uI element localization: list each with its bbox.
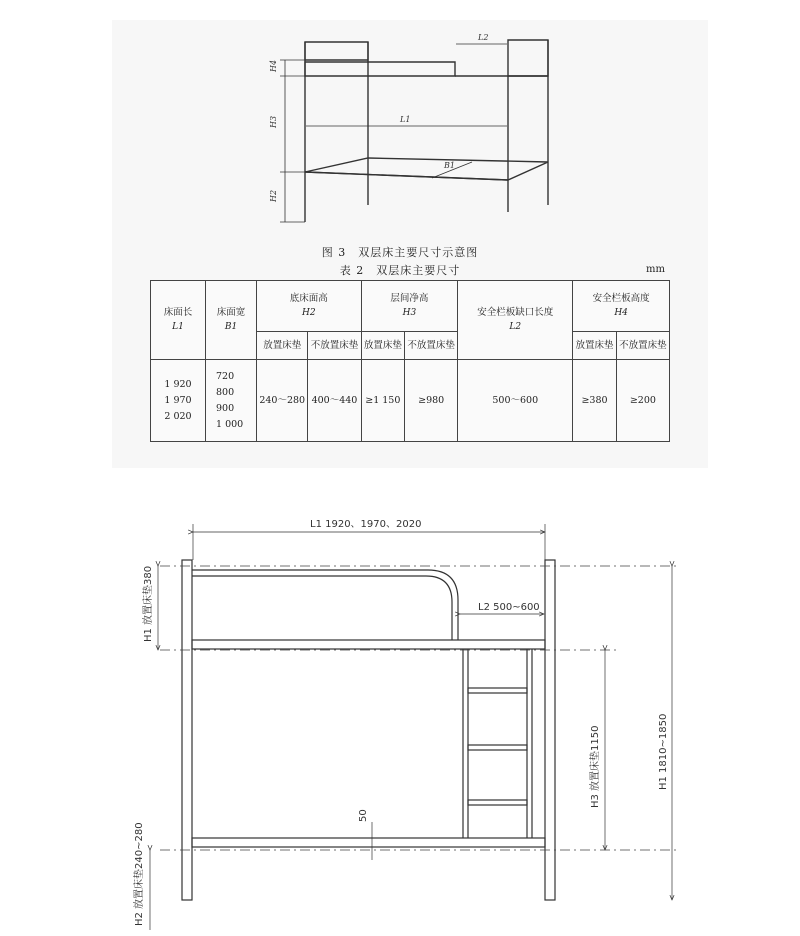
label-h2: H2 xyxy=(269,189,278,202)
label-l1-dimension: L1 1920、1970、2020 xyxy=(310,519,422,530)
ladder-rung-2 xyxy=(468,745,527,750)
upper-bed-board xyxy=(192,640,545,649)
table2-unit: mm xyxy=(646,264,665,275)
figure3-caption: 图 3 双层床主要尺寸示意图 xyxy=(321,246,479,259)
ladder-rung-3 xyxy=(468,800,527,805)
lower-bed-board xyxy=(192,838,545,847)
label-l1: L1 xyxy=(400,115,411,124)
subheader-h4-without: 不放置床垫 xyxy=(616,332,669,360)
cell-h3-without: ≥980 xyxy=(405,360,458,442)
header-gap-length: 安全栏板缺口长度 L2 xyxy=(458,281,573,360)
subheader-h4-with: 放置床垫 xyxy=(573,332,617,360)
subheader-h2-with: 放置床垫 xyxy=(257,332,308,360)
cell-l2: 500～600 xyxy=(458,360,573,442)
label-h3: H3 xyxy=(269,115,278,128)
table2-caption: 表 2 双层床主要尺寸 xyxy=(339,264,461,277)
label-b1: B1 xyxy=(444,161,455,170)
upper-guard-rail xyxy=(192,570,458,640)
cell-h3-with: ≥1 150 xyxy=(361,360,405,442)
subheader-h3-with: 放置床垫 xyxy=(361,332,405,360)
ladder-rung-1 xyxy=(468,688,527,693)
cell-h2-with: 240～280 xyxy=(257,360,308,442)
subheader-h3-without: 不放置床垫 xyxy=(405,332,458,360)
label-h1-rail: H1 放置床垫380 xyxy=(143,565,154,642)
upper-guard-rail-inner xyxy=(192,576,452,640)
label-h4: H4 xyxy=(269,59,278,72)
label-l2-dimension: L2 500~600 xyxy=(478,602,540,613)
left-post xyxy=(182,560,192,900)
label-h2-bottom: H2 放置床垫240~280 xyxy=(134,822,145,926)
cell-h4-without: ≥200 xyxy=(616,360,669,442)
subheader-h2-without: 不放置床垫 xyxy=(308,332,361,360)
cell-lengths: 1 920 1 970 2 020 xyxy=(151,360,206,442)
label-h3-layer: H3 放置床垫1150 xyxy=(590,725,601,808)
cell-h2-without: 400～440 xyxy=(308,360,361,442)
label-h1-total: H1 1810~1850 xyxy=(658,713,669,790)
cell-h4-with: ≥380 xyxy=(573,360,617,442)
header-layer-height: 层间净高 H3 xyxy=(361,281,458,332)
cell-widths: 720 800 900 1 000 xyxy=(206,360,257,442)
header-bottom-height: 底床面高 H2 xyxy=(257,281,362,332)
header-bed-width: 床面宽 B1 xyxy=(206,281,257,360)
label-small-dim: 50 xyxy=(358,809,369,822)
header-rail-height: 安全栏板高度 H4 xyxy=(573,281,670,332)
right-post xyxy=(545,560,555,900)
label-l2: L2 xyxy=(478,33,489,42)
header-bed-length: 床面长 L1 xyxy=(151,281,206,360)
